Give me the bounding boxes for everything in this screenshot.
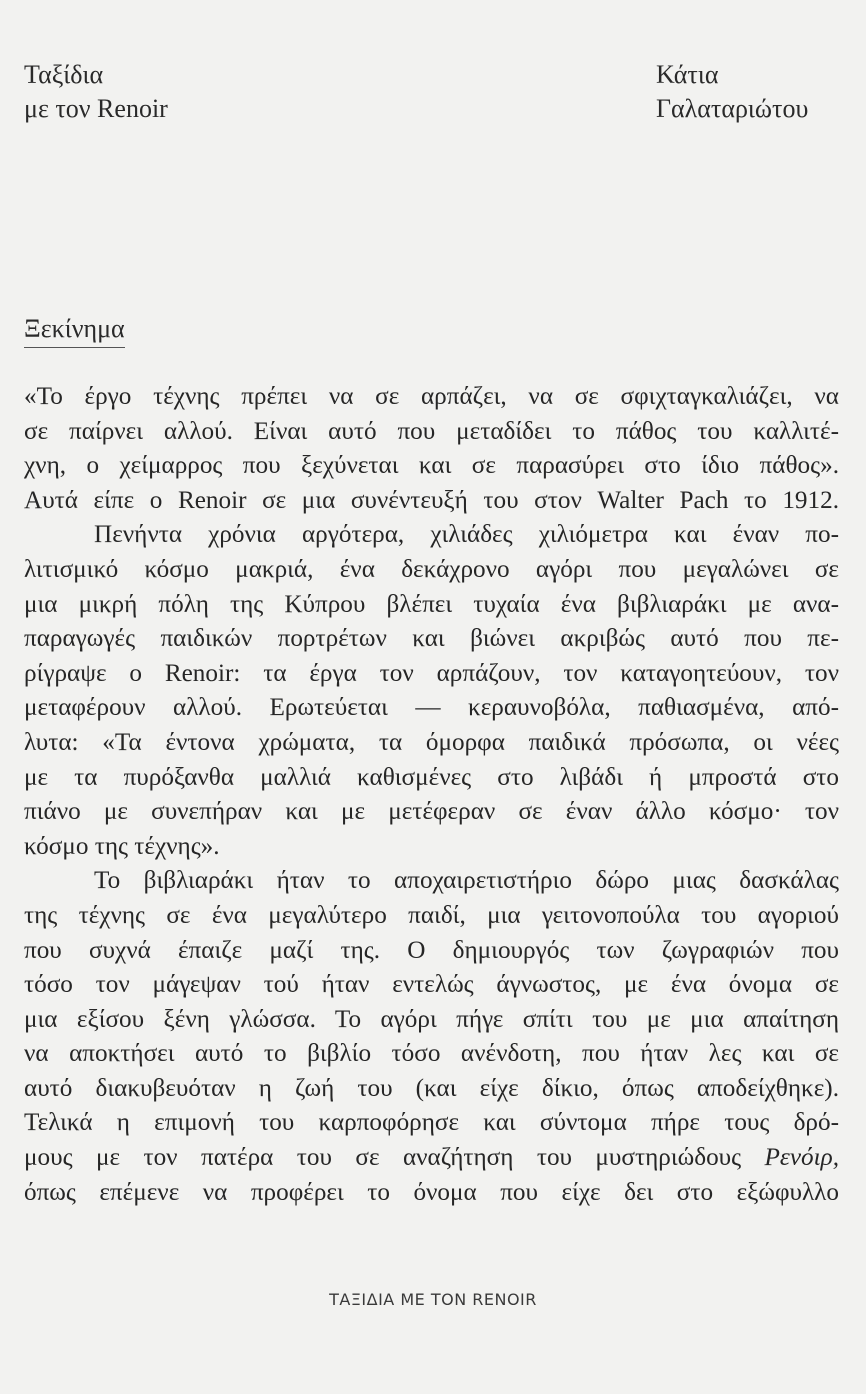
text-line: που συχνά έπαιζε μαζί της. Ο δημιουργός των ζωγραφιών που (24, 936, 839, 964)
text-line: μια εξίσου ξένη γλώσσα. Το αγόρι πήγε σπίτι του με μια απαίτηση (24, 1005, 839, 1033)
text-line: Τελικά η επιμονή του καρποφόρησε και σύντομα πήρε τους δρό- (24, 1109, 839, 1137)
text-line: «Το έργο τέχνης πρέπει να σε αρπάζει, να σε σφιχταγκαλιάζει, να (24, 383, 839, 410)
author-name-line-1: Κάτια (656, 60, 719, 89)
author-name-line-2: Γαλαταριώτου (656, 94, 809, 123)
text-line: τόσο τον μάγεψαν τού ήταν εντελώς άγνωστος, με ένα όνομα σε (24, 971, 839, 999)
text-line: μια μικρή πόλη της Κύπρου βλέπει τυχαία ένα βιβλιαράκι με ανα- (24, 590, 839, 618)
author-name (656, 58, 808, 126)
book-title-line-1: Ταξίδια (24, 60, 104, 89)
text-line: ρίγραψε ο Renoir: τα έργα τον αρπάζουν, τον καταγοητεύουν, τον (24, 659, 839, 687)
text-line: αυτό διακυβευόταν η ζωή του (και είχε δίκιο, όπως αποδείχθηκε). (24, 1074, 839, 1102)
text-line-with-italic (24, 1141, 839, 1176)
section-heading: Ξεκίνημα (24, 312, 125, 348)
text-line: σε παίρνει αλλού. Είναι αυτό που μεταδίδει το πάθος του καλλιτέ- (24, 417, 839, 445)
text-line: χνη, ο χείμαρρος που ξεχύνεται και σε παρασύρει στο ίδιο πάθος». (24, 452, 839, 480)
text-line: να αποκτήσει αυτό το βιβλίο τόσο ανένδοτη, που ήταν λες και σε (24, 1040, 839, 1068)
text-line: Αυτά είπε ο Renoir σε μια συνέντευξή του στον Walter Pach το 1912. (24, 486, 839, 514)
paragraph-start-line: Πενήντα χρόνια αργότερα, χιλιάδες χιλιόμετρα και έναν πο- (94, 521, 839, 549)
text-line: μεταφέρουν αλλού. Ερωτεύεται — κεραυνοβόλα, παθιασμένα, από- (24, 694, 839, 722)
paragraph-start-line: Το βιβλιαράκι ήταν το αποχαιρετιστήριο δώρο μιας δασκάλας (94, 867, 839, 895)
text-line: λιτισμικό κόσμο μακριά, ένα δεκάχρονο αγόρι που μεγαλώνει σε (24, 555, 839, 583)
text-line: κόσμο της τέχνης». (24, 832, 220, 860)
text-line: λυτα: «Τα έντονα χρώματα, τα όμορφα παιδικά πρόσωπα, οι νέες (24, 728, 839, 756)
text-line: παραγωγές παιδικών πορτρέτων και βιώνει ακριβώς αυτό που πε- (24, 625, 839, 653)
running-footer: ΤΑΞΙΔΙΑ ΜΕ ΤΟΝ RENOIR (329, 1290, 537, 1309)
body-text (24, 380, 839, 1210)
text-line-start: μους με τον πατέρα του σε αναζήτηση του μυστηριώδους (24, 1144, 742, 1172)
book-title (24, 58, 168, 126)
text-line: με τα πυρόξανθα μαλλιά καθισμένες στο λιβάδι ή μπροστά στο (24, 763, 839, 791)
text-line: της τέχνης σε ένα μεγαλύτερο παιδί, μια γειτονοπούλα του αγοριού (24, 901, 839, 929)
text-line: πιάνο με συνεπήραν και με μετέφεραν σε έναν άλλο κόσμο· τον (24, 798, 839, 826)
italic-name: Ρενόιρ, (764, 1144, 840, 1172)
text-line: όπως επέμενε να προφέρει το όνομα που είχε δει στο εξώφυλλο (24, 1178, 839, 1206)
book-title-line-2: με τον Renoir (24, 94, 168, 123)
